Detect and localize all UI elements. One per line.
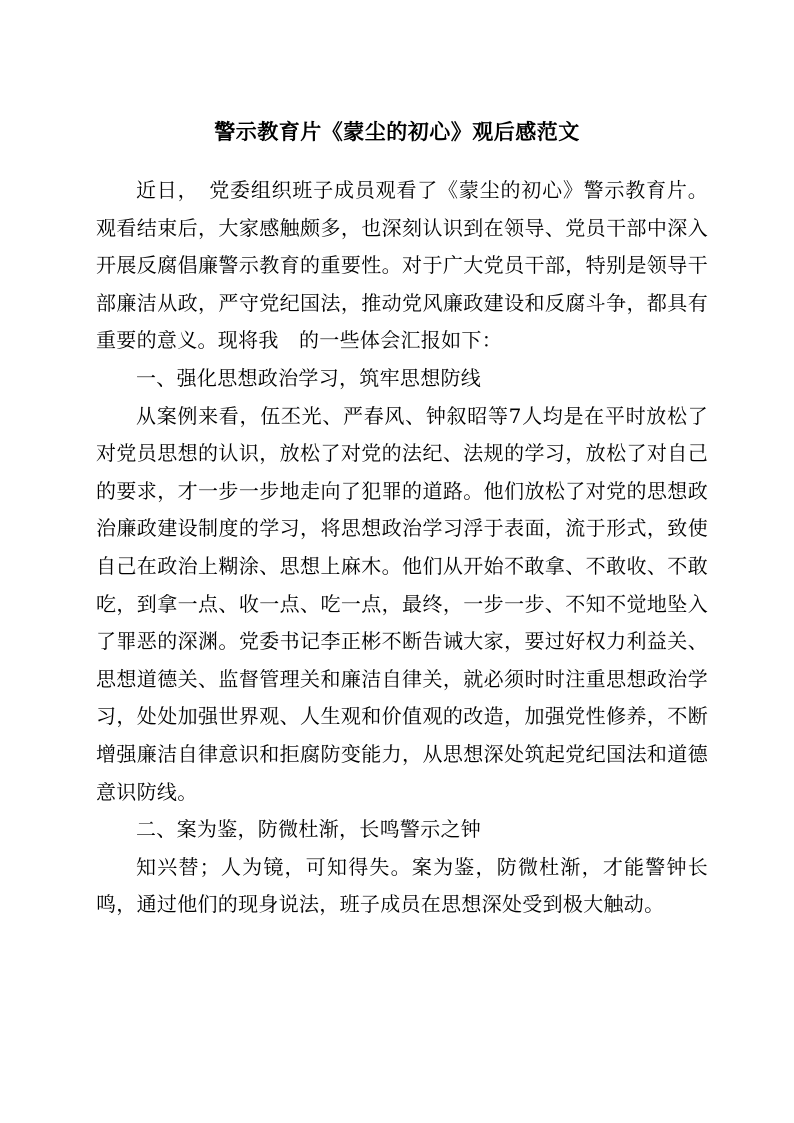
section-heading-1: 一、强化思想政治学习，筑牢思想防线	[136, 365, 482, 390]
paragraph-section-2: 知兴替；人为镜，可知得失。案为鉴，防微杜渐，才能警钟长鸣，通过他们的现身说法，班子成员在思想深处受到极大触动。	[96, 854, 708, 917]
document-body	[96, 172, 708, 924]
section-heading-2: 二、案为鉴，防微杜渐，长鸣警示之钟	[136, 817, 482, 842]
paragraph-section-1: 从案例来看，伍丕光、严春风、钟叙昭等7人均是在平时放松了对党员思想的认识，放松了对党的法纪、法规的学习，放松了对自己的要求，才一步一步地走向了犯罪的道路。他们放松了对党的思想政治廉政建设制度的学习，将思想政治学习浮于表面，流于形式，致使自己在政治上糊涂、思想上麻木。他们从开始不敢拿、不敢收、不敢吃，到拿一点、收一点、吃一点，最终，一步一步、不知不觉地坠入了罪恶的深渊。党委书记李正彬不断告诫大家，要过好权力利益关、思想道德关、监督管理关和廉洁自律关，就必须时时注重思想政治学习，处处加强世界观、人生观和价值观的改造，加强党性修养，不断增强廉洁自律意识和拒腐防变能力，从思想深处筑起党纪国法和道德意识防线。	[96, 403, 708, 804]
paragraph-intro: 近日， 党委组织班子成员观看了《蒙尘的初心》警示教育片。观看结束后，大家感触颇多，也深刻认识到在领导、党员干部中深入开展反腐倡廉警示教育的重要性。对于广大党员干部，特别是领导干部廉洁从政，严守党纪国法，推动党风廉政建设和反腐斗争，都具有重要的意义。现将我 的一些体会汇报如下：	[96, 178, 708, 353]
document-title: 警示教育片《蒙尘的初心》观后感范文	[214, 120, 580, 144]
